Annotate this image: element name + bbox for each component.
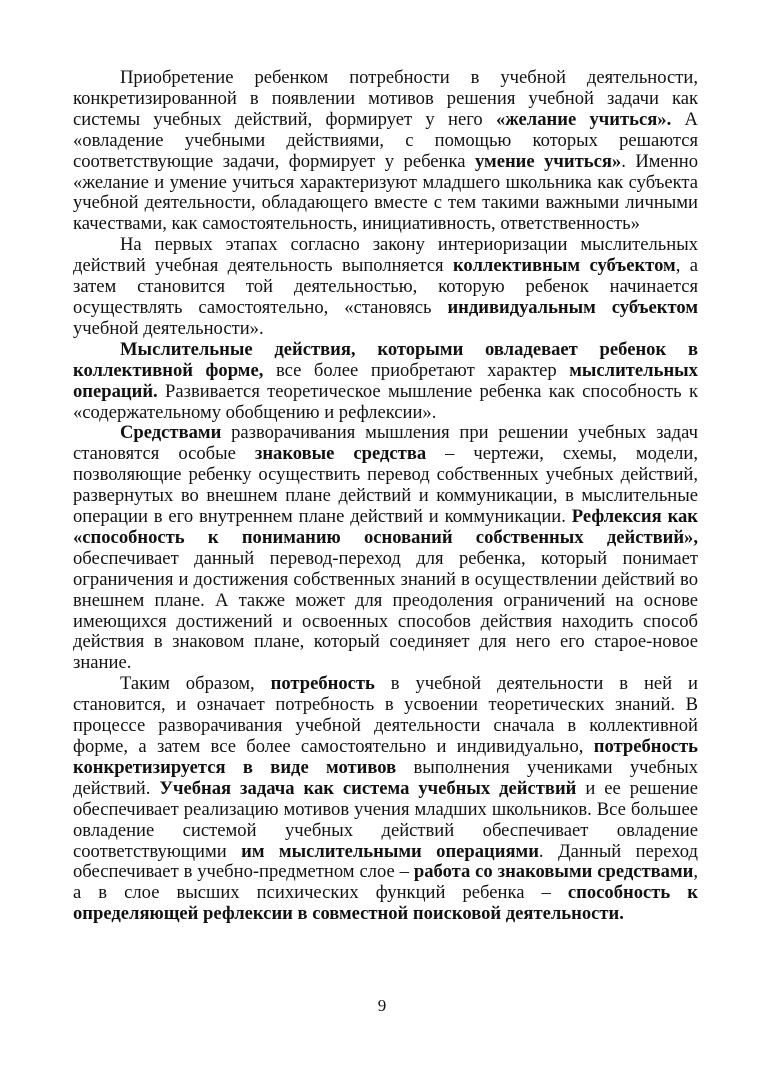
- text-run: . Именно «желание и умение учиться характеризуют младшего школьника как субъекта учебной деятельности, обладающего вместе с тем такими важными личными качествами, как самостоятельность, инициативность, ответственность»: [73, 150, 698, 235]
- text-run: – чертежи, схемы, модели, позволяющие ребенку осуществить перевод собственных учебных действий, развернутых во внешнем плане действий и коммуникации, в мыслительные операции в его внутреннем плане действий и коммуникации.: [73, 443, 698, 528]
- text-run: Развивается теоретическое мышление ребенка как способность к «содержательному обобщению и рефлексии».: [73, 380, 698, 423]
- bold-text-run: индивидуальным субъектом: [447, 296, 698, 318]
- bold-text-run: знаковые средства: [254, 443, 427, 465]
- text-run: , а в слое высших психических функций ребенка –: [73, 861, 698, 904]
- page-number: 9: [377, 996, 387, 1015]
- bold-text-run: коллективным субъектом: [452, 255, 676, 277]
- text-run: в учебной деятельности в ней и становится, и означает потребность в усвоении теоретических знаний. В процессе разворачивания учебной деятельности сначала в коллективной форме, а затем все более самостоятельно и индивидуально,: [73, 673, 698, 757]
- paragraph: [73, 340, 698, 424]
- bold-text-run: мыслительных операций.: [73, 359, 698, 402]
- text-run: Приобретение ребенком потребности в учебной деятельности, конкретизированной в появлении мотивов решения учебной задачи как системы учебных действий, формирует у него: [73, 67, 698, 130]
- text-run: все более приобретают характер: [263, 359, 570, 381]
- text-run: и ее решение обеспечивает реализацию мотивов учения младших школьников. Все большее овладение системой учебных действий обеспечивает овладение соответствующими: [73, 777, 698, 862]
- text-run: Таким образом,: [120, 673, 271, 695]
- text-run: . Данный переход обеспечивает в учебно-предметном слое –: [73, 840, 698, 883]
- text-run: На первых этапах согласно закону интериоризации мыслительных действий учебная деятельность выполняется: [73, 234, 698, 277]
- bold-text-run: «желание учиться».: [496, 108, 672, 130]
- text-run: обеспечивает данный перевод-переход для ребенка, который понимает ограничения и достижения собственных знаний в осуществлении действий во внешнем плане. А также может для преодоления ограничений на основе имеющихся достижений и освоенных способов действия находить способ действия в знаковом плане, который соединяет для него его старое-новое знание.: [73, 547, 698, 674]
- bold-text-run: Рефлексия как «способность к пониманию оснований собственных действий»,: [73, 506, 699, 548]
- page-body: [73, 68, 698, 925]
- paragraph: [73, 68, 698, 235]
- text-run: выполнения учениками учебных действий.: [73, 756, 698, 799]
- bold-text-run: Учебная задача как система учебных действий: [159, 777, 577, 799]
- text-run: учебной деятельности».: [73, 317, 264, 339]
- text-run: разворачивания мышления при решении учебных задач становятся особые: [73, 422, 698, 465]
- bold-text-run: Мыслительные действия, которыми овладевает ребенок в коллективной форме,: [73, 338, 698, 381]
- text-run: , а затем становится той деятельностью, которую ребенок начинается осуществлять самостоятельно, «становясь: [73, 255, 699, 318]
- bold-text-run: работа со знаковыми средствами: [413, 861, 694, 883]
- text-run: А «овладение учебными действиями, с помощью которых решаются соответствующие задачи, формирует у ребенка: [73, 108, 698, 172]
- bold-text-run: потребность: [270, 673, 375, 695]
- bold-text-run: способность к определяющей рефлексии в совместной поисковой деятельности.: [73, 882, 699, 925]
- bold-text-run: Средствами: [120, 422, 222, 444]
- bold-text-run: потребность конкретизируется в виде мотивов: [73, 736, 698, 778]
- paragraph: [73, 235, 698, 340]
- bold-text-run: умение учиться»: [475, 150, 622, 172]
- paragraph: [73, 423, 698, 674]
- paragraph: [73, 674, 698, 925]
- bold-text-run: им мыслительными операциями: [241, 840, 539, 862]
